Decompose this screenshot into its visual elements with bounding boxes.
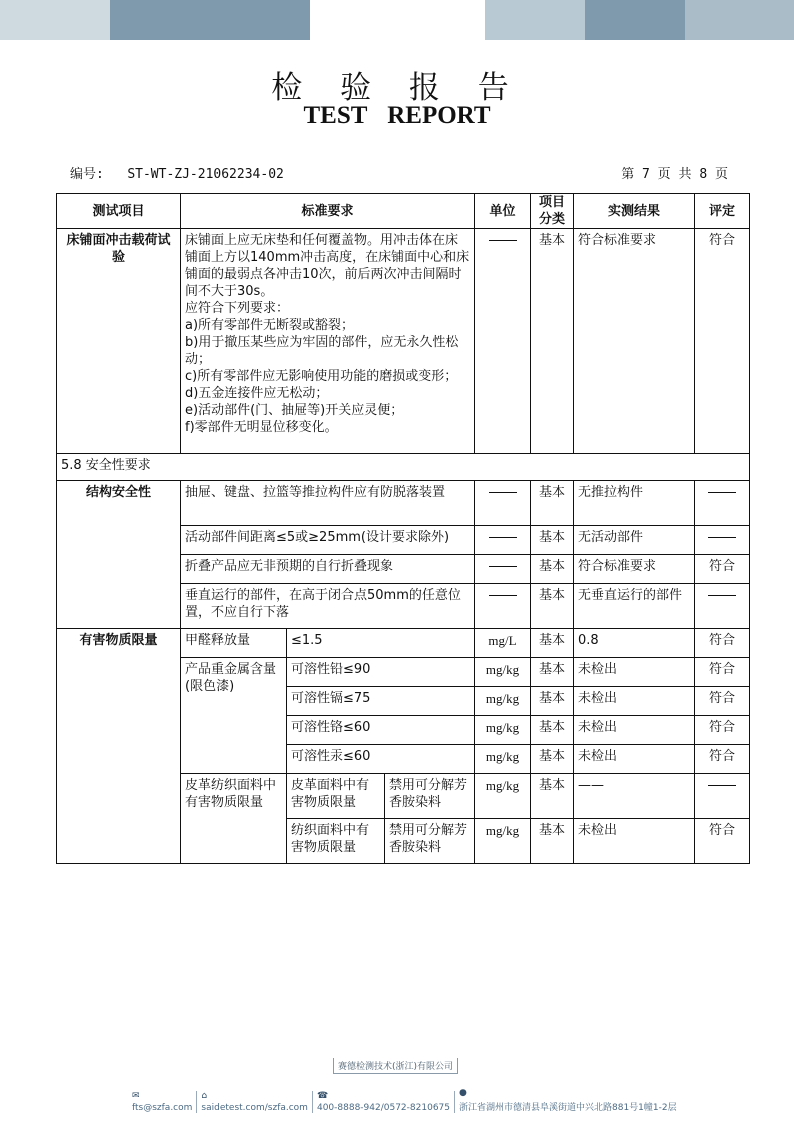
category-cell: 基本 — [531, 716, 574, 745]
unit-cell: mg/kg — [475, 687, 531, 716]
header-band-5 — [685, 0, 794, 40]
report-number-value: ST-WT-ZJ-21062234-02 — [127, 167, 284, 182]
limit-cell: 禁用可分解芳香胺染料 — [385, 774, 475, 819]
website-text: saidetest.com/szfa.com — [201, 1103, 308, 1113]
phone-icon: ☎ — [316, 1091, 329, 1101]
category-cell: 基本 — [531, 481, 574, 526]
sub-item: 皮革纺织面料中有害物质限量 — [181, 774, 287, 864]
test-results-table — [56, 193, 750, 864]
category-cell: 基本 — [531, 819, 574, 864]
unit-cell — [475, 555, 531, 584]
unit-cell: mg/kg — [475, 658, 531, 687]
empty-dash — [489, 595, 517, 596]
result-cell: 0.8 — [574, 629, 695, 658]
verdict-cell: 符合 — [695, 658, 750, 687]
category-cell: 基本 — [531, 629, 574, 658]
result-cell: 未检出 — [574, 658, 695, 687]
result-cell: 未检出 — [574, 819, 695, 864]
fabric-type: 纺织面料中有害物质限量 — [287, 819, 385, 864]
limit-cell: 可溶性汞≤60 — [287, 745, 475, 774]
result-cell: 符合标准要求 — [574, 555, 695, 584]
verdict-cell — [695, 526, 750, 555]
unit-cell: mg/L — [475, 629, 531, 658]
contact-phone[interactable] — [313, 1091, 455, 1113]
section-title: 5.8 安全性要求 — [57, 454, 750, 481]
verdict-cell: 符合 — [695, 716, 750, 745]
table-row — [57, 229, 750, 454]
empty-dash — [708, 537, 736, 538]
limit-cell: 可溶性镉≤75 — [287, 687, 475, 716]
header-test-item: 测试项目 — [57, 194, 181, 229]
address-text: 浙江省湖州市德清县阜溪街道中兴北路881号1幢1-2层 — [459, 1103, 677, 1113]
verdict-cell — [695, 481, 750, 526]
unit-cell — [475, 584, 531, 629]
title-english: TEST REPORT — [303, 102, 491, 129]
header-band-1 — [0, 0, 110, 40]
unit-cell — [475, 526, 531, 555]
report-number-label: 编号: — [70, 167, 104, 182]
table-row — [57, 481, 750, 526]
requirement-line: 床铺面上应无床垫和任何覆盖物。用冲击体在床铺面上方以140mm冲击高度，在床铺面中心和床铺面的最弱点各冲击10次，前后两次冲击间隔时间不大于30s。 — [185, 233, 470, 299]
header-verdict: 评定 — [695, 194, 750, 229]
table-row — [57, 629, 750, 658]
report-number — [70, 163, 284, 182]
verdict-cell: 符合 — [695, 819, 750, 864]
unit-cell: mg/kg — [475, 745, 531, 774]
title-chinese: 检 验 报 告 — [271, 70, 523, 106]
verdict-cell: 符合 — [695, 745, 750, 774]
unit-cell: mg/kg — [475, 819, 531, 864]
category-cell: 基本 — [531, 555, 574, 584]
verdict-cell: 符合 — [695, 555, 750, 584]
location-icon: ● — [459, 1088, 467, 1098]
result-cell: 未检出 — [574, 687, 695, 716]
category-cell: 基本 — [531, 745, 574, 774]
contact-email[interactable] — [128, 1091, 197, 1113]
requirement-text: 活动部件间距离≤5或≥25mm(设计要求除外) — [181, 526, 475, 555]
header-unit: 单位 — [475, 194, 531, 229]
requirement-text: 垂直运行的部件，在高于闭合点50mm的任意位置，不应自行下落 — [181, 584, 475, 629]
result-cell: 无垂直运行的部件 — [574, 584, 695, 629]
empty-dash — [489, 492, 517, 493]
email-text: fts@szfa.com — [132, 1103, 193, 1113]
header-band-2 — [110, 0, 310, 40]
result-cell: 符合标准要求 — [574, 229, 695, 454]
sub-item: 产品重金属含量(限色漆) — [181, 658, 287, 774]
limit-cell: 禁用可分解芳香胺染料 — [385, 819, 475, 864]
empty-dash — [489, 537, 517, 538]
section-row — [57, 454, 750, 481]
empty-dash — [708, 595, 736, 596]
result-cell: 无推拉构件 — [574, 481, 695, 526]
mail-icon: ✉ — [132, 1091, 140, 1101]
requirement-line: a)所有零部件无断裂或豁裂； — [185, 318, 355, 333]
requirement-line: c)所有零部件应无影响使用功能的磨损或变形； — [185, 369, 458, 384]
test-item: 床铺面冲击载荷试验 — [57, 229, 181, 454]
unit-cell — [475, 481, 531, 526]
category-cell: 基本 — [531, 687, 574, 716]
requirement-text: 折叠产品应无非预期的自行折叠现象 — [181, 555, 475, 584]
contact-address — [455, 1088, 681, 1113]
test-item: 有害物质限量 — [57, 629, 181, 864]
limit-cell: ≤1.5 — [287, 629, 475, 658]
footer-contacts — [128, 1085, 681, 1113]
category-cell: 基本 — [531, 229, 574, 454]
home-icon: ⌂ — [201, 1091, 208, 1101]
page-info: 第 7 页 共 8 页 — [621, 167, 728, 182]
table-header-row — [57, 194, 750, 229]
contact-website[interactable] — [197, 1091, 313, 1113]
footer-company: 赛德检测技术(浙江)有限公司 — [333, 1058, 458, 1074]
requirement-text: 抽屉、键盘、拉篮等推拉构件应有防脱落装置 — [181, 481, 475, 526]
category-cell: 基本 — [531, 526, 574, 555]
unit-cell — [475, 229, 531, 454]
limit-cell: 可溶性铅≤90 — [287, 658, 475, 687]
result-cell: —— — [574, 774, 695, 819]
requirement-line: 应符合下列要求： — [185, 301, 290, 316]
header-band-4 — [585, 0, 685, 40]
verdict-cell — [695, 584, 750, 629]
empty-dash — [708, 785, 736, 786]
result-cell: 无活动部件 — [574, 526, 695, 555]
result-cell: 未检出 — [574, 716, 695, 745]
result-cell: 未检出 — [574, 745, 695, 774]
requirement-line: d)五金连接件应无松动； — [185, 386, 329, 401]
requirement-line: b)用于撤压某些应为牢固的部件，应无永久性松动； — [185, 335, 459, 367]
sub-item: 甲醛释放量 — [181, 629, 287, 658]
requirement-line: e)活动部件(门、抽屉等)开关应灵便； — [185, 403, 404, 418]
verdict-cell — [695, 774, 750, 819]
category-cell: 基本 — [531, 774, 574, 819]
header-requirement: 标准要求 — [181, 194, 475, 229]
limit-cell: 可溶性铬≤60 — [287, 716, 475, 745]
category-cell: 基本 — [531, 584, 574, 629]
test-item: 结构安全性 — [57, 481, 181, 629]
fabric-type: 皮革面料中有害物质限量 — [287, 774, 385, 819]
header-band-3 — [485, 0, 585, 40]
header-result: 实测结果 — [574, 194, 695, 229]
empty-dash — [708, 492, 736, 493]
empty-dash — [489, 240, 517, 241]
unit-cell: mg/kg — [475, 774, 531, 819]
verdict-cell: 符合 — [695, 629, 750, 658]
empty-dash — [489, 566, 517, 567]
phone-text: 400-8888-942/0572-8210675 — [316, 1103, 450, 1113]
requirement-line: f)零部件无明显位移变化。 — [185, 420, 338, 435]
header-category: 项目分类 — [531, 194, 574, 229]
verdict-cell: 符合 — [695, 229, 750, 454]
verdict-cell: 符合 — [695, 687, 750, 716]
category-cell: 基本 — [531, 658, 574, 687]
requirement-text — [181, 229, 475, 454]
unit-cell: mg/kg — [475, 716, 531, 745]
